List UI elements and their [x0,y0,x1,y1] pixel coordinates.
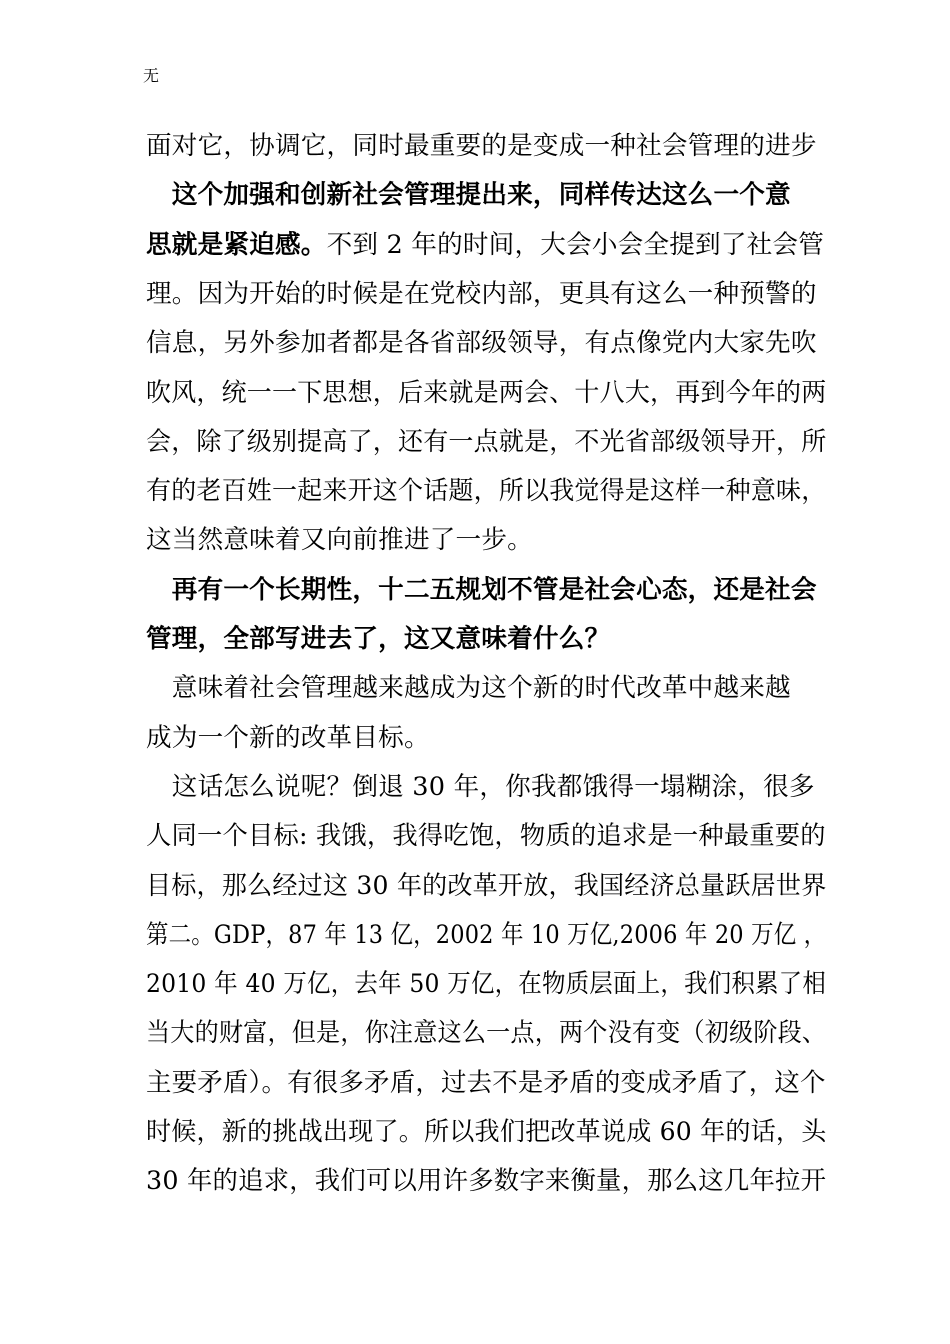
text-line [146,377,826,409]
text-line [146,1116,826,1148]
page-header: 无 [143,66,160,85]
body-text: 第二。GDP，87 年 13 亿，2002 年 10 万亿,2006 年 20 万亿 ， [146,919,827,950]
text-line [146,870,826,902]
text-line [146,722,430,754]
bold-text: 思就是紧迫感。 [146,229,327,260]
body-text: 30 年的追求，我们可以用许多数字来衡量，那么这几年拉开 [146,1166,827,1197]
text-line [146,475,826,507]
text-line [146,327,817,359]
text-line [146,1067,826,1099]
bold-text: 这个加强和创新社会管理提出来，同样传达这么一个意 [146,180,791,211]
body-text: 这话怎么说呢？倒退 30 年，你我都饿得一塌糊涂，很多 [146,771,815,802]
text-line [146,524,533,556]
body-text: 2010 年 40 万亿，去年 50 万亿，在物质层面上，我们积累了相 [146,969,827,1000]
text-line [146,278,817,310]
body-text: 理。因为开始的时候是在党校内部，更具有这么一种预警的 [146,278,817,309]
body-text: 不到 2 年的时间，大会小会全提到了社会管 [326,229,825,260]
body-text: 人同一个目标: 我饿，我得吃饱，物质的追求是一种最重要的 [146,821,826,852]
text-line [146,1017,826,1049]
bold-text: 管理，全部写进去了，这又意味着什么？ [146,624,611,654]
body-text: 有的老百姓一起来开这个话题，所以我觉得是这样一种意味， [146,476,827,507]
text-line [146,574,817,606]
text-line [146,179,791,211]
text-line [146,968,826,1000]
body-text: 时候，新的挑战出现了。所以我们把改革说成 60 年的话，头 [146,1117,827,1147]
text-line [146,426,826,458]
body-text: 面对它，协调它，同时最重要的是变成一种社会管理的进步 [146,131,817,161]
body-text: 会，除了级别提高了，还有一点就是，不光省部级领导开，所 [146,426,827,457]
text-line [146,771,815,803]
body-text: 当大的财富，但是，你注意这么一点，两个没有变（初级阶段、 [146,1018,827,1049]
body-text: 成为一个新的改革目标。 [146,722,430,753]
body-text: 意味着社会管理越来越成为这个新的时代改革中越来越 [146,673,791,704]
text-line [146,130,817,162]
body-text: 吹风，统一一下思想，后来就是两会、十八大，再到今年的两 [146,377,827,408]
text-line [146,820,826,852]
text-line [146,229,824,261]
text-line [146,672,791,704]
bold-text: 再有一个长期性，十二五规划不管是社会心态，还是社会 [146,574,817,605]
body-text: 目标，那么经过这 30 年的改革开放，我国经济总量跃居世界 [146,870,827,901]
text-line [146,1165,826,1197]
body-text: 信息，另外参加者都是各省部级领导，有点像党内大家先吹 [146,328,817,359]
text-line [146,623,610,655]
body-text: 这当然意味着又向前推进了一步。 [146,525,533,556]
body-text: 主要矛盾）。有很多矛盾，过去不是矛盾的变成矛盾了，这个 [146,1067,826,1098]
text-line [146,919,826,951]
